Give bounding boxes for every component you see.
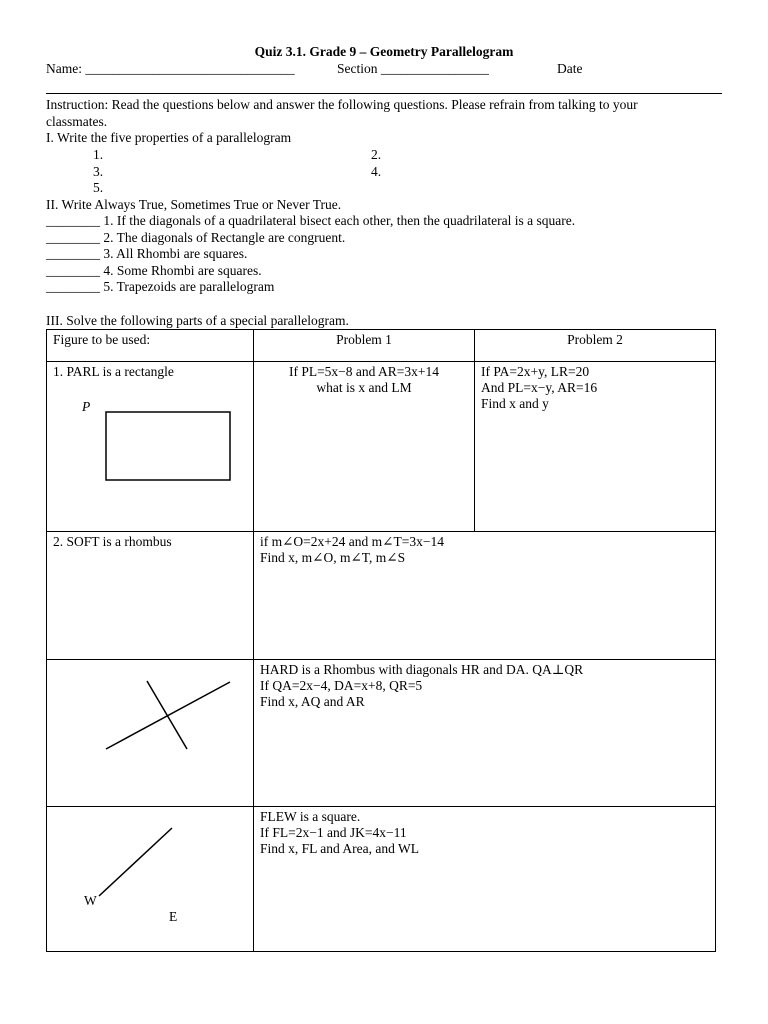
problem-1-line: If PL=5x−8 and AR=3x+14	[288, 364, 440, 379]
part3-heading: III. Solve the following parts of a special parallelogram.	[46, 313, 349, 328]
part2-item: ________ 5. Trapezoids are parallelogram	[46, 279, 275, 294]
quiz-title: Quiz 3.1. Grade 9 – Geometry Parallelogram	[254, 44, 514, 59]
header-problem-1: Problem 1	[254, 330, 475, 362]
part2-item: ________ 1. If the diagonals of a quadrilateral bisect each other, then the quadrilateral is a square.	[46, 213, 576, 228]
rhombus-problem-line: if m∠O=2x+24 and m∠T=3x−14	[260, 534, 444, 549]
instruction-line-1: Instruction: Read the questions below and answer the following questions. Please refrain from talking to your	[46, 97, 638, 112]
hard-problem-line: HARD is a Rhombus with diagonals HR and DA. QA⊥QR	[260, 662, 584, 677]
hard-problem-line: If QA=2x−4, DA=x+8, QR=5	[260, 678, 423, 693]
table-row-rectangle	[47, 362, 716, 532]
part1-item: 1.	[93, 147, 104, 162]
name-field-label: Name: _______________________________	[46, 61, 295, 76]
table-header-row	[47, 330, 716, 362]
part2-item: ________ 2. The diagonals of Rectangle are congruent.	[46, 230, 346, 245]
figure-label: 2. SOFT is a rhombus	[53, 534, 172, 549]
problem-2-line: And PL=x−y, AR=16	[481, 380, 598, 395]
header-divider	[46, 93, 722, 94]
part2-heading: II. Write Always True, Sometimes True or Never True.	[46, 197, 342, 212]
square-diagonal-figure	[47, 807, 247, 947]
part2-item: ________ 3. All Rhombi are squares.	[46, 246, 248, 261]
part2-item: ________ 4. Some Rhombi are squares.	[46, 263, 262, 278]
square-problem-line: Find x, FL and Area, and WL	[260, 841, 419, 856]
vertex-label-w: W	[84, 893, 97, 908]
rectangle-figure	[47, 362, 247, 512]
header-problem-2: Problem 2	[475, 330, 716, 362]
rhombus-problem-line: Find x, m∠O, m∠T, m∠S	[260, 550, 406, 565]
problem-2-line: If PA=2x+y, LR=20	[481, 364, 590, 379]
rhombus-problem-cell	[254, 532, 716, 660]
part1-item: 2.	[371, 147, 382, 162]
figure-cell-diagonals	[47, 660, 254, 807]
hard-problem-cell	[254, 660, 716, 807]
part1-item: 3.	[93, 164, 104, 179]
figure-cell-rectangle	[47, 362, 254, 532]
figure-cell-rhombus	[47, 532, 254, 660]
problem-1-cell	[254, 362, 475, 532]
problem-2-cell	[475, 362, 716, 532]
part1-heading: I. Write the five properties of a parallelogram	[46, 130, 292, 145]
square-problem-line: If FL=2x−1 and JK=4x−11	[260, 825, 407, 840]
vertex-label-e: E	[169, 909, 178, 924]
table-row-square	[47, 807, 716, 952]
square-problem-cell	[254, 807, 716, 952]
problems-table	[46, 329, 716, 952]
square-problem-line: FLEW is a square.	[260, 809, 361, 824]
figure-cell-square	[47, 807, 254, 952]
date-field-label: Date	[557, 61, 583, 76]
problem-1-line: what is x and LM	[316, 380, 412, 395]
problem-2-line: Find x and y	[481, 396, 549, 411]
figure-label: 1. PARL is a rectangle	[53, 364, 174, 379]
table-row-rhombus	[47, 532, 716, 660]
header-figure: Figure to be used:	[47, 330, 254, 362]
part1-item: 4.	[371, 164, 382, 179]
diagonals-figure	[47, 660, 247, 800]
hard-problem-line: Find x, AQ and AR	[260, 694, 365, 709]
table-row-diagonals	[47, 660, 716, 807]
part1-item: 5.	[93, 180, 104, 195]
vertex-label-p: P	[82, 399, 91, 414]
section-field-label: Section ________________	[337, 61, 489, 76]
instruction-line-2: classmates.	[46, 114, 108, 129]
